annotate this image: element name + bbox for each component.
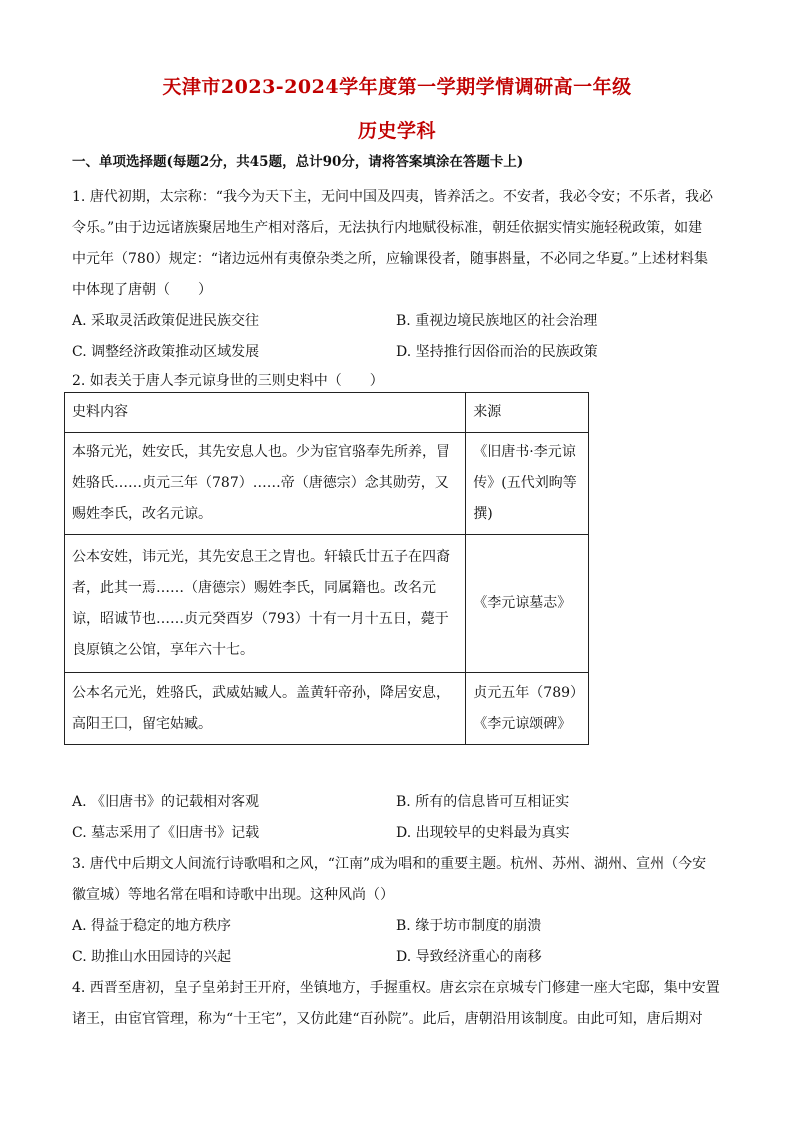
- table-header-content: 史料内容: [65, 393, 466, 433]
- exam-subject: 历史学科: [357, 120, 436, 142]
- q1-option-c: C. 调整经济政策推动区域发展: [72, 344, 260, 360]
- section-heading: 一、单项选择题(每题2分，共45题，总计90分，请将答案填涂在答题卡上): [72, 154, 524, 170]
- table-row: [65, 673, 589, 745]
- q1-option-a: A. 采取灵活政策促进民族交往: [72, 313, 260, 329]
- q3-option-b: B. 缘于坊市制度的崩溃: [396, 918, 542, 934]
- q2-option-d: D. 出现较早的史料最为真实: [396, 825, 570, 841]
- q3-line-1: 3. 唐代中后期文人间流行诗歌唱和之风，“江南”成为唱和的重要主题。杭州、苏州、湖州、宣州（今安: [72, 856, 707, 872]
- q1-line-3: 中元年（780）规定：“诸边远州有夷僚杂类之所，应输课役者，随事斟量，不必同之华夏。”上述材料集: [72, 251, 709, 267]
- q1-option-b: B. 重视边境民族地区的社会治理: [396, 313, 598, 329]
- table-cell-source: 《李元谅墓志》: [466, 535, 589, 673]
- table-cell-content: 公本名元光，姓骆氏，武威姑臧人。盖黄轩帝孙，降居安息，高阳王囗，留宅姑臧。: [65, 673, 466, 745]
- table-row: [65, 433, 589, 535]
- q2-option-c: C. 墓志采用了《旧唐书》记载: [72, 825, 260, 841]
- q1-option-d: D. 坚持推行因俗而治的民族政策: [396, 344, 598, 360]
- table-header-source: 来源: [466, 393, 589, 433]
- q1-line-1: 1. 唐代初期，太宗称：“我今为天下主，无问中国及四夷，皆养活之。不安者，我必令安；不乐者，我必: [72, 189, 713, 205]
- table-cell-source: 《旧唐书·李元谅传》(五代刘昫等撰): [466, 433, 589, 535]
- exam-title: 天津市2023-2024学年度第一学期学情调研高一年级: [162, 76, 632, 98]
- table-header-row: [65, 393, 589, 433]
- table-cell-content: 公本安姓，讳元光，其先安息王之胄也。轩辕氏廿五子在四裔者，此其一焉……（唐德宗）赐姓李氏，同属籍也。改名元谅，昭诚节也……贞元癸酉岁（793）十有一月十五日，薨于良原镇之公馆，享年六十七。: [65, 535, 466, 673]
- q1-line-4: 中体现了唐朝（ ）: [72, 282, 212, 298]
- q3-option-d: D. 导致经济重心的南移: [396, 949, 542, 965]
- table-cell-content: 本骆元光，姓安氏，其先安息人也。少为宦官骆奉先所养，冒姓骆氏……贞元三年（787）……帝（唐德宗）念其勋劳，又赐姓李氏，改名元谅。: [65, 433, 466, 535]
- q2-option-b: B. 所有的信息皆可互相证实: [396, 794, 570, 810]
- q3-line-2: 徽宣城）等地名常在唱和诗歌中出现。这种风尚（）: [72, 887, 394, 903]
- q4-line-2: 诸王，由宦官管理，称为“十王宅”，又仿此建“百孙院”。此后，唐朝沿用该制度。由此可知，唐后期对: [72, 1011, 703, 1027]
- q2-option-a: A. 《旧唐书》的记载相对客观: [72, 794, 260, 810]
- source-table: [64, 392, 589, 745]
- q3-option-a: A. 得益于稳定的地方秩序: [72, 918, 232, 934]
- q4-line-1: 4. 西晋至唐初，皇子皇弟封王开府，坐镇地方，手握重权。唐玄宗在京城专门修建一座大宅邸，集中安置: [72, 980, 720, 996]
- table-row: [65, 535, 589, 673]
- q2-stem: 2. 如表关于唐人李元谅身世的三则史料中（ ）: [72, 373, 384, 389]
- q1-line-2: 令乐。”由于边远诸族聚居地生产相对落后，无法执行内地赋役标准，朝廷依据实情实施轻税政策，如建: [72, 220, 703, 236]
- q3-option-c: C. 助推山水田园诗的兴起: [72, 949, 232, 965]
- table-cell-source: 贞元五年（789）《李元谅颂碑》: [466, 673, 589, 745]
